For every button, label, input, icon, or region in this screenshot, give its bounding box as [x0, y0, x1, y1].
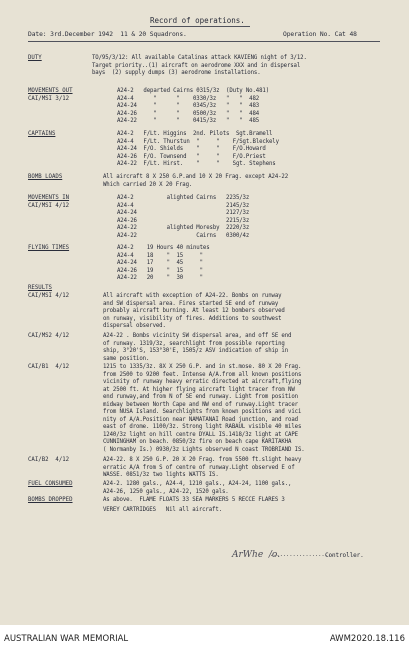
- movements-out-table: A24-2 departed Cairns 0315/3z (Duty No.481) A24-4 " " 0330/3z " " 482 A24-24 " " 0345/3z " " 483 A24-26 " " 0500/3z " " 484 A24-22 " " 0415/3z " " 485: [117, 88, 269, 125]
- result-ref-4: CAI/B2 4/12: [28, 457, 70, 463]
- header-rule: [28, 41, 380, 42]
- result-text-3: 1215 to 1335/3z. 8X X 250 G.P. and in st.mose. 80 X 20 Frag. from 2500 to 9200 feet. Intense A/A.from all known positions vicinity of runway heavy erratic directed at aircraft,flying at 2500 ft. At higher flying aircraft light tracer from NW end runway,and from N of SE end runway. Light from position midway between North Cape and NW end of runway.Light tracer from NUSA Island. Searchlights from known positions and vici nity of A/A.Position near NAMATANAI Road junction, and road east of drome. 1100/3z. Strong light RABAUL visible 40 miles 1240/3z light on hill centre DYALL IS.1418/3z light at CAPE CUNNINGHAM on beach. 0850/3z fire on beach cape KARITAKHA ( Normanby Is.) 0930/3z Lights observed N coast TROBRIAND IS.: [103, 364, 305, 454]
- controller-signature: ArWhe /o.: [232, 550, 281, 560]
- result-ref-3: CAI/B1 4/12: [28, 364, 70, 370]
- captains-table: A24-2 F/Lt. Higgins 2nd. Pilots Sgt.Bramell A24-4 F/Lt. Thurstun " " F/Sgt.Bleckely A24-24 F/O. Shields " " F/O.Howard A24-26 F/O. Townsend " " F/O.Priest A24-22 F/Lt. Hirst. " " Sgt. Stephens: [117, 131, 279, 168]
- document-date: Date: 3rd.December 1942 11 & 20 Squadrons.: [28, 31, 187, 38]
- flying-times-label: FLYING TIMES: [28, 245, 70, 251]
- operation-number: Operation No. Cat 48: [283, 31, 357, 38]
- captains-label: CAPTAINS: [28, 131, 56, 137]
- flying-times-table: A24-2 19 Hours 40 minutes A24-4 18 " 15 " A24-24 17 " 45 " A24-26 19 " 15 " A24-22 20 " 30 ": [117, 245, 210, 282]
- verey-cartridges-text: VEREY CARTRIDGES Nil all aircraft.: [103, 507, 222, 513]
- bombs-dropped-label: BOMBS DROPPED: [28, 497, 73, 503]
- movements-in-ref: CAI/MSI 4/12: [28, 203, 70, 209]
- result-ref-2: CAI/MS2 4/12: [28, 333, 70, 339]
- footer-bar: [0, 625, 409, 653]
- result-text-2: A24-22 . Bombs vicinity SW dispersal area, and off SE end of runway. 1319/3z, searchlight from possible reporting ship, 3°20'S, 153°30'E, 1505/z ASV indication of ship in same position.: [103, 333, 292, 362]
- results-label: RESULTS: [28, 285, 52, 291]
- bombs-dropped-text: As above. FLAME FLOATS 33 SEA MARKERS 5 RECCE FLARES 3: [103, 497, 285, 503]
- movements-out-label: MOVEMENTS OUT: [28, 88, 73, 94]
- title-underline: [150, 26, 250, 27]
- result-text-1: All aircraft with exception of A24-22. Bombs on runway and SW dispersal area. Fires started SE end of runway probably aircraft burning. At least 12 bombers observed on runway, visibility of fires. Additions to southwest dispersal observed.: [103, 293, 285, 330]
- signature-dots: ....................: [270, 552, 335, 558]
- fuel-consumed-label: FUEL CONSUMED: [28, 481, 73, 487]
- document-title: Record of operations.: [150, 16, 245, 25]
- footer-accession-number: AWM2020.18.116: [329, 634, 405, 644]
- footer-institution: AUSTRALIAN WAR MEMORIAL: [4, 634, 129, 644]
- bomb-loads-label: BOMB LOADS: [28, 174, 63, 180]
- controller-role: Controller.: [325, 552, 364, 559]
- result-ref-1: CAI/MSI 4/12: [28, 293, 70, 299]
- result-text-4: A24-22. 8 X 250 G.P. 20 X 20 Frag. from 5500 ft.slight heavy erratic A/A from S of centre of runway.Light observed E of WASSE. 0851/3z two lights WATTS IS.: [103, 457, 302, 479]
- fuel-consumed-text: A24-2. 1280 gals., A24-4, 1210 gals., A24-24, 1100 gals., A24-26, 1250 gals., A24-22, 1520 gals.: [103, 481, 292, 495]
- movements-out-ref: CAI/MSI 3/12: [28, 96, 70, 102]
- movements-in-label: MOVEMENTS IN: [28, 195, 70, 201]
- movements-in-table: A24-2 alighted Cairns 2235/3z A24-4 2145/3z A24-24 2127/3z A24-26 2215/3z A24-22 alighted Moresby 2220/3z A24-22 Cairns 0300/4z: [117, 195, 250, 239]
- bomb-loads-text: All aircraft 8 X 250 G.P.and 10 X 20 Frag. except A24-22 Which carried 20 X 20 Frag.: [103, 174, 289, 188]
- duty-text: TO/95/3/12: All available Catalinas attack KAVIENG night of 3/12. Target priority..(1) aircraft on aerodrome XXX and in dispersal bays (2) supply dumps (3) aerodrome installations.: [92, 55, 307, 77]
- duty-label: DUTY: [28, 55, 42, 61]
